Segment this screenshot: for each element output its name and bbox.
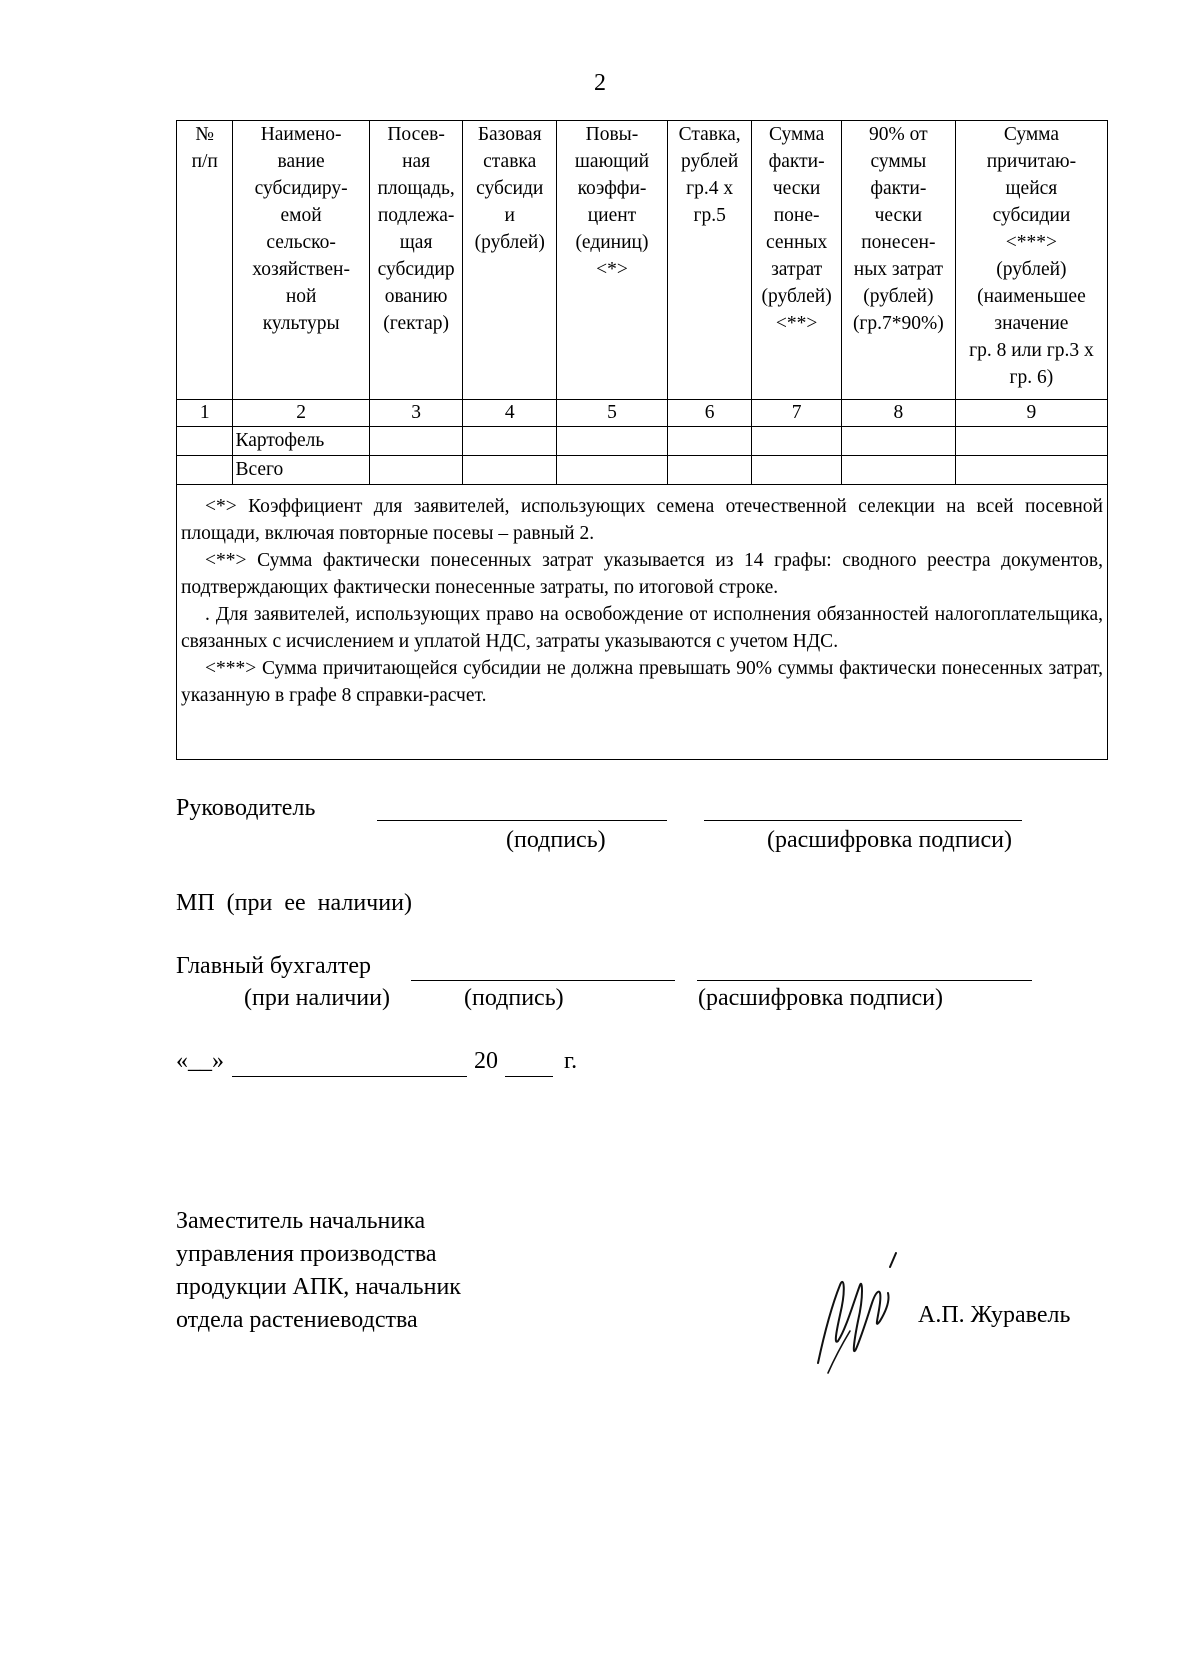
header-cell: Сумма факти- чески поне- сенных затрат (рублей) <**> xyxy=(752,121,842,400)
head-signature-line xyxy=(377,820,667,821)
table-cell xyxy=(369,427,463,456)
header-cell: Повы- шающий коэффи- циент (единиц) <*> xyxy=(557,121,668,400)
table-cell xyxy=(557,456,668,485)
footnote: <*> Коэффициент для заявителей, использующих семена отечественной селекции на всей посевной площади, включая повторные посевы – равный 2. xyxy=(181,496,1103,544)
column-number: 3 xyxy=(369,400,463,427)
header-cell: Ставка, рублей гр.4 х гр.5 xyxy=(667,121,751,400)
column-number: 4 xyxy=(463,400,557,427)
column-number: 5 xyxy=(557,400,668,427)
date-year-prefix: 20 xyxy=(474,1048,498,1074)
footnote: <**> Сумма фактически понесенных затрат указывается из 14 графы: сводного реестра документов, подтверждающих фактически понесенные затраты, по итоговой строке. xyxy=(181,550,1103,598)
page-number: 2 xyxy=(594,70,606,96)
column-number: 2 xyxy=(233,400,369,427)
table-row xyxy=(177,456,1107,485)
table-cell xyxy=(463,456,557,485)
table-cell xyxy=(177,456,233,485)
table-cell xyxy=(369,456,463,485)
column-number: 1 xyxy=(177,400,233,427)
stamp-label: МП (при ее наличии) xyxy=(176,890,412,916)
accountant-decoding-line xyxy=(697,980,1032,981)
accountant-signature-line xyxy=(411,980,675,981)
table-cell xyxy=(557,427,668,456)
date-year-line xyxy=(505,1076,553,1077)
header-cell: № п/п xyxy=(177,121,233,400)
signature-caption: (подпись) xyxy=(464,985,564,1011)
decoding-caption: (расшифровка подписи) xyxy=(698,985,943,1011)
decoding-caption: (расшифровка подписи) xyxy=(767,827,1012,853)
accountant-note: (при наличии) xyxy=(244,985,390,1011)
table-cell xyxy=(841,456,955,485)
table-cell xyxy=(841,427,955,456)
header-cell: Базовая ставка субсиди и (рублей) xyxy=(463,121,557,400)
header-cell: Сумма причитаю- щейся субсидии <***> (рублей) (наименьшее значение гр. 8 или гр.3 х гр. 6) xyxy=(955,121,1107,400)
signature-caption: (подпись) xyxy=(506,827,606,853)
table-cell xyxy=(955,456,1107,485)
signer-name: А.П. Журавель xyxy=(918,1302,1071,1328)
head-decoding-line xyxy=(704,820,1022,821)
date-month-line xyxy=(232,1076,467,1077)
subsidy-table xyxy=(177,121,1107,485)
table-cell xyxy=(463,427,557,456)
header-row xyxy=(177,121,1107,400)
crop-name-cell: Картофель xyxy=(233,427,369,456)
column-number: 7 xyxy=(752,400,842,427)
accountant-label: Главный бухгалтер xyxy=(176,953,371,979)
column-number: 6 xyxy=(667,400,751,427)
table-cell xyxy=(667,456,751,485)
column-number-row xyxy=(177,400,1107,427)
table-cell xyxy=(752,456,842,485)
footnote: <***> Сумма причитающейся субсидии не должна превышать 90% суммы фактически понесенных затрат, указанную в графе 8 справки-расчет. xyxy=(181,658,1103,706)
table-cell xyxy=(955,427,1107,456)
footnote: . Для заявителей, использующих право на освобождение от исполнения обязанностей налогоплательщика, связанных с исчислением и уплатой НДС, затраты указываются с учетом НДС. xyxy=(181,604,1103,652)
column-number: 9 xyxy=(955,400,1107,427)
total-label-cell: Всего xyxy=(233,456,369,485)
table-row xyxy=(177,427,1107,456)
calculation-form xyxy=(176,120,1108,760)
head-label: Руководитель xyxy=(176,795,316,821)
header-cell: Посев- ная площадь, подлежа- щая субсидир ованию (гектар) xyxy=(369,121,463,400)
column-number: 8 xyxy=(841,400,955,427)
date-day: «__» xyxy=(176,1048,224,1074)
footnotes xyxy=(177,485,1107,709)
table-cell xyxy=(752,427,842,456)
table-cell xyxy=(667,427,751,456)
handwritten-signature xyxy=(810,1245,920,1375)
date-suffix: г. xyxy=(564,1048,578,1074)
table-cell xyxy=(177,427,233,456)
signer-position: Заместитель начальника управления производства продукции АПК, начальник отдела растениеводства xyxy=(176,1208,461,1333)
header-cell: Наимено- вание субсидиру- емой сельско- хозяйствен- ной культуры xyxy=(233,121,369,400)
header-cell: 90% от суммы факти- чески понесен- ных затрат (рублей) (гр.7*90%) xyxy=(841,121,955,400)
